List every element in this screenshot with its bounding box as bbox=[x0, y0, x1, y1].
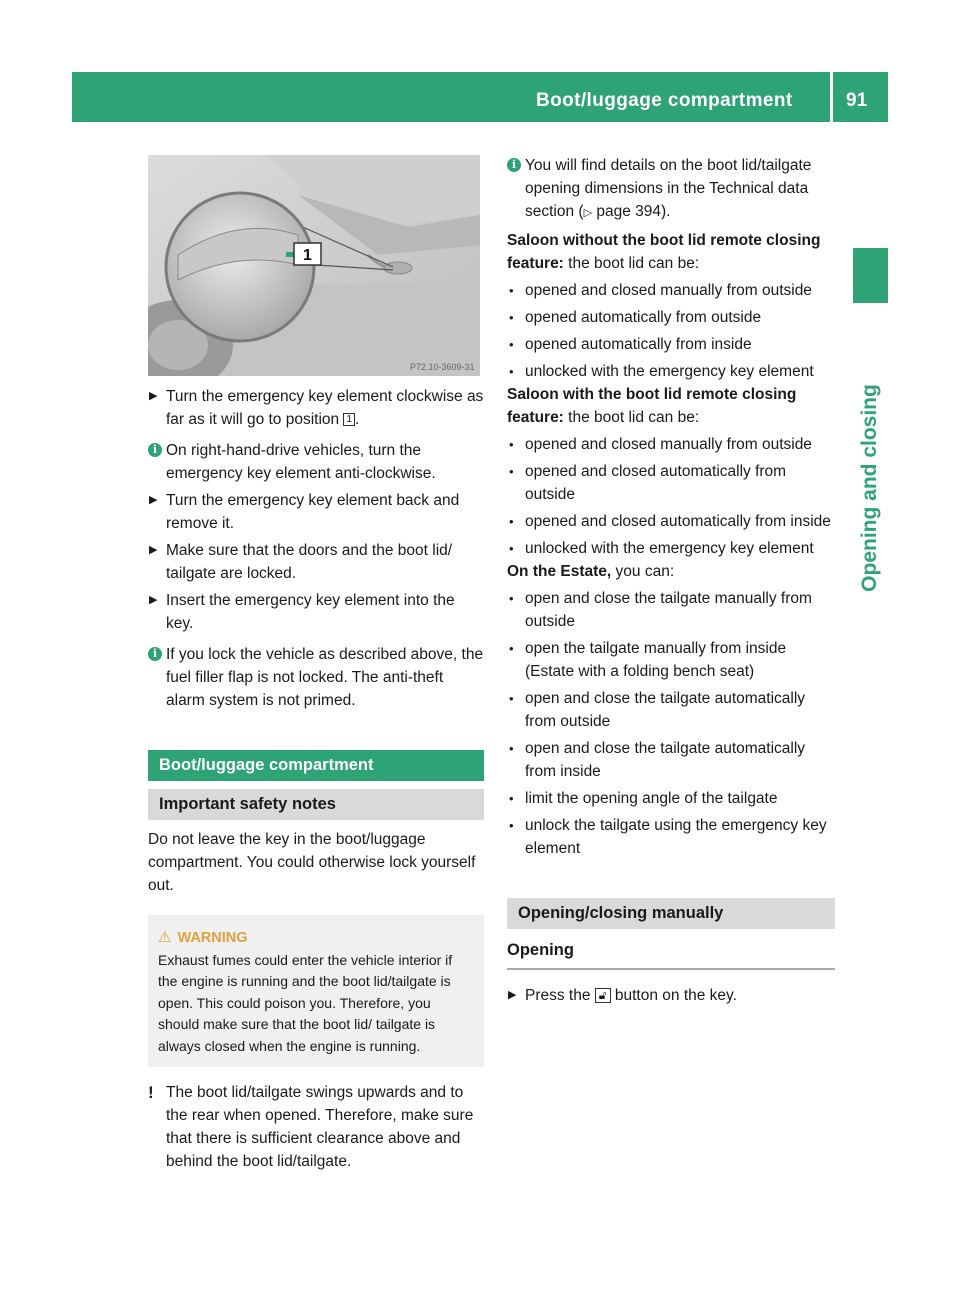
feature-tail: you can: bbox=[611, 563, 675, 580]
feature-heading: Saloon without the boot lid remote closing feature: bbox=[507, 232, 821, 272]
step-text: Insert the emergency key element into the key. bbox=[166, 592, 455, 632]
safety-paragraph: Do not leave the key in the boot/luggage compartment. You could otherwise lock yourself out. bbox=[148, 831, 476, 894]
feature-list bbox=[507, 587, 835, 860]
list-item: • opened and closed automatically from outside bbox=[509, 463, 787, 503]
list-item: • open the tailgate manually from inside (Estate with a folding bench seat) bbox=[509, 640, 787, 680]
list-item: • opened automatically from inside bbox=[509, 336, 752, 353]
info-note bbox=[148, 439, 484, 485]
instruction-step bbox=[148, 385, 484, 431]
feature-heading: On the Estate, bbox=[507, 563, 612, 580]
subsection-heading: Opening bbox=[507, 939, 835, 970]
feature-paragraph bbox=[507, 229, 835, 275]
instruction-step bbox=[148, 589, 484, 635]
feature-tail: the boot lid can be: bbox=[563, 255, 700, 272]
step-text: Turn the emergency key element back and remove it. bbox=[166, 492, 460, 532]
step-text-end: . bbox=[355, 411, 360, 428]
arrow-icon: ▶ bbox=[149, 390, 158, 402]
left-column bbox=[148, 385, 484, 1173]
list-item: • opened and closed manually from outside bbox=[509, 436, 812, 453]
door-handle-illustration bbox=[148, 155, 480, 376]
callout-number: 1 bbox=[303, 247, 312, 264]
side-tab-label: Opening and closing bbox=[858, 384, 881, 592]
info-icon: i bbox=[148, 443, 162, 457]
info-text-end: page 394). bbox=[592, 203, 671, 220]
figure-code: P72.10-3609-31 bbox=[410, 362, 475, 372]
section-heading: Boot/luggage compartment bbox=[148, 750, 484, 781]
info-note bbox=[148, 643, 484, 712]
arrow-icon: ▶ bbox=[149, 594, 158, 606]
list-item: • limit the opening angle of the tailgate bbox=[509, 790, 778, 807]
section-heading: Opening/closing manually bbox=[507, 898, 835, 929]
header-divider bbox=[830, 72, 833, 122]
list-item: • open and close the tailgate automatically from inside bbox=[509, 740, 806, 780]
unlock-icon: 🔓︎ bbox=[595, 988, 611, 1003]
position-number-badge: 1 bbox=[343, 413, 355, 426]
feature-paragraph bbox=[507, 383, 835, 429]
info-icon: i bbox=[507, 158, 521, 172]
instruction-step bbox=[507, 984, 835, 1007]
info-text: You will find details on the boot lid/tailgate opening dimensions in the Technical data section ( bbox=[525, 157, 812, 220]
caution-text: The boot lid/tailgate swings upwards and to the rear when opened. Therefore, make sure that there is sufficient clearance above and behind the boot lid/tailgate. bbox=[166, 1084, 474, 1170]
info-icon: i bbox=[148, 647, 162, 661]
side-tab-marker bbox=[853, 248, 888, 303]
arrow-icon: ▶ bbox=[149, 494, 158, 506]
warning-title: WARNING bbox=[177, 930, 248, 946]
info-text: If you lock the vehicle as described above, the fuel filler flap is not locked. The anti-theft alarm system is not primed. bbox=[166, 646, 484, 709]
door-handle-figure bbox=[148, 155, 480, 376]
info-text: On right-hand-drive vehicles, turn the emergency key element anti-clockwise. bbox=[166, 442, 436, 482]
subsection-heading: Important safety notes bbox=[148, 789, 484, 820]
step-text: Press the bbox=[525, 987, 595, 1004]
right-column bbox=[507, 154, 835, 1007]
list-item: • opened automatically from outside bbox=[509, 309, 762, 326]
arrow-icon: ▶ bbox=[508, 989, 517, 1001]
feature-list bbox=[507, 279, 835, 383]
list-item: • unlocked with the emergency key element bbox=[509, 540, 814, 557]
warning-heading bbox=[158, 927, 474, 950]
feature-tail: the boot lid can be: bbox=[563, 409, 700, 426]
arrow-icon: ▶ bbox=[149, 544, 158, 556]
warning-text: Exhaust fumes could enter the vehicle interior if the engine is running and the boot lid/tailgate is open. This could poison you. Therefore, you should make sure that the boot lid/ tailgate is always closed when the engine is running. bbox=[158, 951, 453, 1054]
page-ref-arrow-icon: ▷ bbox=[583, 207, 593, 219]
instruction-step bbox=[148, 539, 484, 585]
list-item: • opened and closed manually from outside bbox=[509, 282, 812, 299]
list-item: • unlocked with the emergency key element bbox=[509, 363, 814, 380]
step-text: Turn the emergency key element clockwise as far as it will go to position bbox=[166, 388, 484, 428]
page-number: 91 bbox=[846, 90, 868, 111]
warning-box bbox=[148, 915, 484, 1067]
instruction-step bbox=[148, 489, 484, 535]
feature-list bbox=[507, 433, 835, 560]
list-item: • unlock the tailgate using the emergency key element bbox=[509, 817, 827, 857]
info-note bbox=[507, 154, 835, 225]
warning-triangle-icon: ⚠ bbox=[158, 929, 172, 946]
step-text-end: button on the key. bbox=[610, 987, 737, 1004]
feature-paragraph bbox=[507, 560, 835, 583]
exclamation-icon: ! bbox=[148, 1083, 154, 1102]
list-item: • open and close the tailgate manually from outside bbox=[509, 590, 812, 630]
step-text: Make sure that the doors and the boot lid/ tailgate are locked. bbox=[166, 542, 453, 582]
page-header-title: Boot/luggage compartment bbox=[536, 90, 793, 111]
feature-heading: Saloon with the boot lid remote closing feature: bbox=[507, 386, 797, 426]
list-item: • open and close the tailgate automatically from outside bbox=[509, 690, 806, 730]
caution-note bbox=[148, 1081, 484, 1173]
list-item: • opened and closed automatically from inside bbox=[509, 513, 831, 530]
